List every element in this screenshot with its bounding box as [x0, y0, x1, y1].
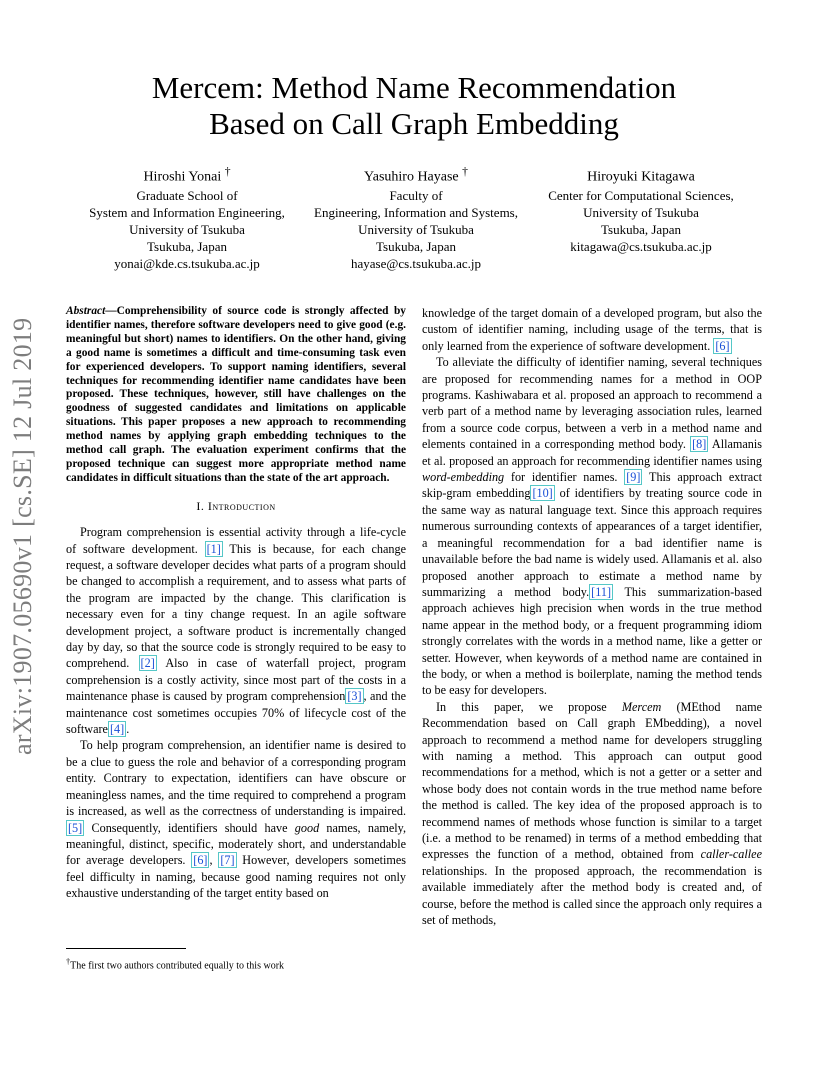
author-name: Hiroyuki Kitagawa: [587, 169, 695, 185]
footnote-mark: †: [66, 957, 71, 966]
text-run: Also in case of waterfall project, program comprehension is a costly activity, since most part of the costs in a maintenance phase is caused by program comprehension: [66, 656, 406, 704]
author-1: [67, 163, 307, 272]
text-run: To alleviate the difficulty of identifier naming, several techniques are proposed for recommending names for a method in OOP programs. Kashiwabara et al. proposed an approach to recommend a verb part of a method name by leveraging association rules, learned from a source code corpus, between a verb in a method name and elements contained in a corresponding method body.: [422, 355, 762, 452]
footnote: [66, 955, 406, 972]
citation-link[interactable]: [11]: [591, 584, 612, 599]
author-affil-line: University of Tsukuba: [358, 221, 474, 237]
citation-link[interactable]: [6]: [193, 853, 208, 868]
section-number: I.: [196, 498, 205, 513]
citation-link[interactable]: [5]: [68, 820, 83, 835]
citation-link[interactable]: [9]: [626, 470, 641, 485]
arxiv-identifier: arXiv:1907.05690v1 [cs.SE] 12 Jul 2019: [8, 317, 37, 755]
author-affil-line: Tsukuba, Japan: [601, 221, 681, 237]
text-run: of identifiers by treating source code in the same way as natural language text. Since this approach requires numerous surrounding contexts of appearances of a target identifier, a meaningful recommendation for a bad identifier name is unavailable before the bad name is widely used. Allamanis et al. also proposed another approach to estimate a method name by summarizing a method body.: [422, 486, 762, 599]
footnote-text: The first two authors contributed equally to this work: [70, 960, 285, 972]
intro-paragraph-2-cont: [422, 305, 762, 354]
intro-paragraph-3: [422, 354, 762, 699]
abstract: [66, 305, 406, 486]
author-affil-line: University of Tsukuba: [129, 221, 245, 237]
abstract-label: Abstract: [66, 305, 106, 317]
text-run: .: [126, 722, 130, 737]
section-title: Introduction: [207, 498, 276, 513]
text-run: Allamanis et al. proposed an approach for recommending identifier names using: [422, 437, 762, 468]
left-column: [66, 305, 406, 902]
text-run: Consequently, identifiers should have: [84, 820, 295, 835]
author-mark: †: [224, 165, 231, 178]
text-run: This summarization-based approach achieves high precision when words in the true method name appear in the method body, or a frequent programming idiom strongly correlates with the words in a method name, like a getter or setter. However, when keywords of a method name are contained in the body, or when a method is boilerplate, naming the method tends to be easy for developers.: [422, 584, 763, 698]
text-run: (MEthod name Recommendation based on Call graph EMbedding), a novel approach to recommend a method name for developers struggling with naming a method. This approach can output good recommendations for a method, which is not a getter or a setter and whose body does not contain words in the true method name before the method is called. The key idea of the proposed approach is to recommend names of methods whose function is similar to a target (i.e. a method to be renamed) in terms of a method embedding that expresses the function of a method, obtained from: [422, 699, 762, 862]
text-run: names, namely, meaningful, distinct, specific, moderately short, and understandable for average developers.: [66, 820, 407, 868]
footnote-rule: [66, 948, 186, 949]
author-email: kitagawa@cs.tsukuba.ac.jp: [570, 238, 712, 254]
author-mark: †: [462, 165, 468, 178]
text-run: , and the maintenance cost sometimes occupies 70% of lifecycle cost of the software: [66, 689, 406, 737]
emphasis: Mercem: [621, 699, 662, 714]
citation-link[interactable]: [3]: [347, 689, 362, 704]
text-run: This is because, for each change request, a software developer decides what parts of a program should be changed to accomplish a requirement, and to assess what parts of the program are impacted by the change. This clarification is necessary even for a tiny change request. In an agile software development project, a software product is incrementally changed day by day, so that the source code is strongly required to be easy to comprehend.: [66, 541, 407, 671]
author-affil-line: System and Information Engineering,: [89, 204, 285, 220]
intro-paragraph-2: [66, 737, 406, 901]
text-run: In this paper, we propose: [436, 699, 622, 714]
author-affil-line: Graduate School of: [136, 187, 238, 203]
text-run: To help program comprehension, an identifier name is desired to be a clue to guess the role and behavior of a corresponding program entity. Contrary to expectation, identifiers can have obscure or meaningless names, and the time required to comprehend a program is increased, as well as the correctness of understanding is impaired.: [66, 738, 406, 819]
author-affil-line: Center for Computational Sciences,: [548, 187, 734, 203]
author-email: hayase@cs.tsukuba.ac.jp: [350, 255, 481, 271]
abstract-text: —Comprehensibility of source code is strongly affected by identifier names, therefore software developers need to give good (e.g. meaningful but short) names to identifiers. On the other hand, giving a good name is sometimes a difficult and time-consuming task even for experienced developers. To support naming identifiers, several techniques for recommending identifier name candidates have been proposed. These techniques, however, still have challenges on the goodness of suggested candidates and limitations on applicable situations. This paper proposes a new approach to recommending method names by applying graph embedding techniques to the method call graph. The evaluation experiment confirms that the proposed technique can suggest more appropriate method name candidates in difficult situations than the state of the art approach.: [66, 305, 406, 484]
citation-link[interactable]: [8]: [692, 437, 707, 452]
author-affil-line: Engineering, Information and Systems,: [314, 204, 518, 220]
author-name: Yasuhiro Hayase: [364, 169, 459, 185]
author-3: [521, 163, 761, 255]
text-run: This approach extract skip-gram embedding: [422, 470, 763, 501]
emphasis: good: [294, 820, 320, 835]
text-run: ,: [209, 853, 219, 868]
text-run: for identifier names.: [504, 470, 625, 485]
citation-link[interactable]: [2]: [140, 656, 155, 671]
right-column: [422, 305, 762, 928]
author-2: [296, 163, 536, 272]
author-affil-line: Tsukuba, Japan: [147, 238, 227, 254]
author-affil-line: Tsukuba, Japan: [376, 238, 456, 254]
author-affil-line: University of Tsukuba: [583, 204, 699, 220]
text-run: However, developers sometimes feel difficulty in naming, because good naming requires not only exhaustive understanding of the target entity based on: [66, 853, 407, 901]
author-email: yonai@kde.cs.tsukuba.ac.jp: [114, 255, 260, 271]
author-affil-line: Faculty of: [389, 187, 443, 203]
text-run: knowledge of the target domain of a developed program, but also the custom of identifier naming, including usage of the terms, that is only learned from the experience of software development.: [422, 306, 762, 353]
text-run: relationships. In the proposed approach, the recommendation is available immediately after the method body is created and, of course, before the method is called since the approach only requires a set of methods,: [422, 863, 762, 928]
citation-link[interactable]: [6]: [715, 338, 730, 353]
title-line-1: Mercem: Method Name Recommendation: [151, 70, 677, 105]
emphasis: caller-callee: [700, 847, 762, 862]
intro-paragraph-1: [66, 524, 406, 737]
title-line-2: Based on Call Graph Embedding: [209, 106, 619, 141]
citation-link[interactable]: [1]: [206, 541, 221, 556]
author-name: Hiroshi Yonai: [143, 169, 222, 185]
citation-link[interactable]: [10]: [532, 486, 553, 501]
paper-title: [0, 70, 828, 142]
text-run: Program comprehension is essential activity through a life-cycle of software development.: [66, 525, 406, 556]
citation-link[interactable]: [4]: [109, 722, 125, 737]
emphasis: word-embedding: [422, 470, 505, 485]
citation-link[interactable]: [7]: [220, 853, 235, 868]
intro-paragraph-4: [422, 699, 762, 929]
section-heading: [66, 498, 406, 514]
